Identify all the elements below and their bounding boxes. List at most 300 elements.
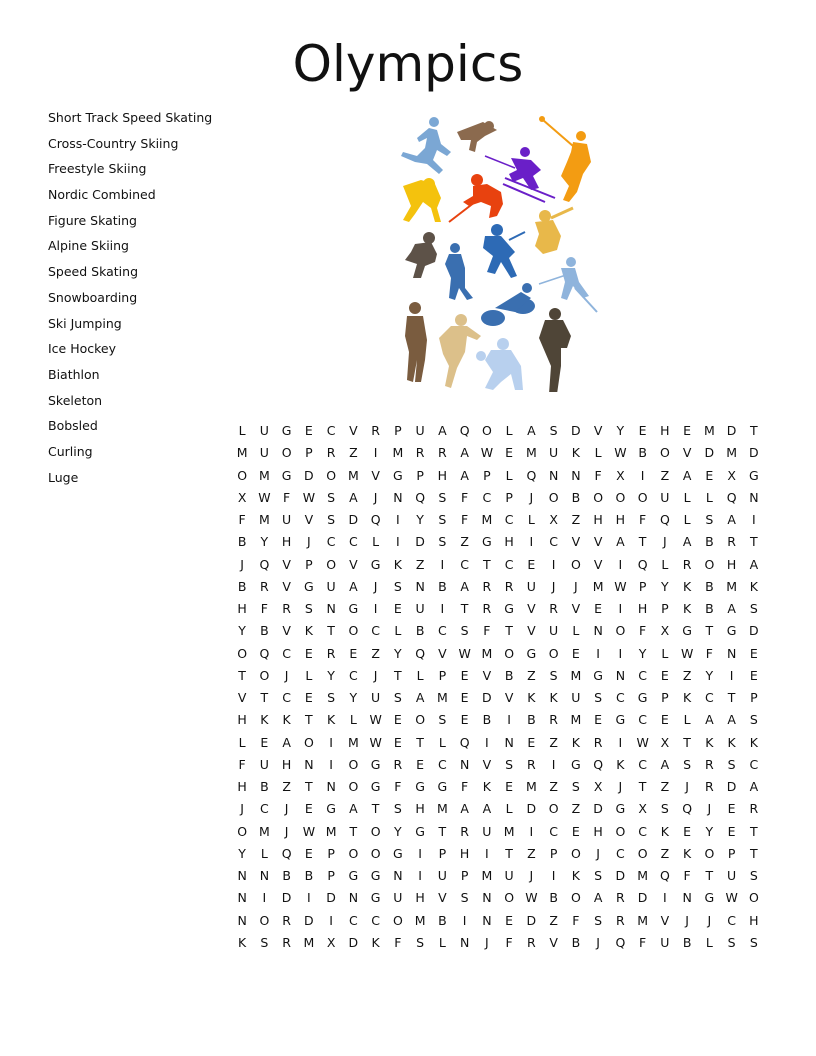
- grid-letter: C: [438, 756, 447, 772]
- word-list-item: Snowboarding: [48, 289, 138, 305]
- grid-letter: Q: [259, 556, 270, 572]
- grid-letter: R: [616, 890, 625, 906]
- grid-letter: U: [660, 489, 670, 505]
- grid-letter: K: [616, 756, 625, 772]
- grid-letter: P: [438, 845, 447, 861]
- grid-letter: J: [485, 934, 489, 950]
- grid-letter: Y: [661, 578, 669, 594]
- grid-letter: M: [481, 645, 493, 661]
- grid-letter: S: [438, 512, 447, 527]
- grid-letter: O: [704, 845, 715, 861]
- word-list-item: Short Track Speed Skating: [48, 110, 213, 125]
- grid-letter: R: [282, 601, 291, 616]
- grid-letter: N: [482, 912, 492, 928]
- grid-letter: H: [237, 712, 247, 728]
- grid-letter: A: [727, 712, 736, 728]
- grid-letter: H: [593, 512, 603, 527]
- grid-letter: D: [615, 868, 626, 883]
- word-list-item: Ice Hockey: [48, 341, 117, 357]
- grid-letter: E: [304, 645, 313, 661]
- grid-letter: Z: [549, 779, 558, 794]
- grid-letter: I: [752, 512, 756, 527]
- grid-letter: C: [504, 556, 514, 572]
- grid-letter: T: [750, 823, 758, 839]
- grid-letter: B: [638, 445, 647, 461]
- grid-letter: A: [727, 512, 736, 527]
- grid-letter: L: [438, 734, 446, 750]
- grid-letter: M: [525, 779, 537, 794]
- grid-letter: L: [505, 467, 513, 483]
- grid-letter: H: [459, 845, 470, 861]
- grid-letter: K: [571, 734, 580, 750]
- grid-letter: J: [596, 934, 600, 950]
- grid-letter: N: [326, 779, 336, 794]
- grid-letter: E: [304, 690, 313, 705]
- grid-letter: G: [749, 467, 759, 483]
- grid-letter: J: [685, 912, 689, 928]
- grid-letter: R: [705, 756, 714, 772]
- grid-letter: C: [504, 512, 514, 527]
- grid-letter: O: [548, 489, 559, 505]
- grid-letter: Y: [416, 512, 424, 527]
- grid-letter: R: [260, 578, 269, 594]
- grid-letter: V: [527, 601, 536, 616]
- grid-letter: Q: [281, 845, 292, 861]
- grid-letter: S: [549, 667, 558, 683]
- grid-letter: Z: [571, 512, 581, 527]
- grid-letter: G: [526, 645, 537, 661]
- grid-letter: R: [438, 445, 447, 461]
- grid-letter: B: [415, 623, 425, 639]
- grid-letter: V: [593, 534, 603, 550]
- grid-letter: T: [750, 845, 758, 861]
- grid-letter: L: [305, 667, 313, 683]
- grid-letter: W: [369, 712, 382, 728]
- grid-letter: F: [639, 512, 647, 527]
- grid-letter: E: [660, 667, 669, 683]
- grid-letter: G: [370, 556, 381, 572]
- grid-letter: Z: [282, 779, 291, 794]
- grid-letter: G: [704, 890, 715, 906]
- grid-letter: D: [526, 912, 537, 928]
- grid-letter: C: [371, 623, 380, 639]
- grid-letter: H: [726, 556, 737, 572]
- grid-letter: V: [482, 756, 492, 772]
- grid-letter: T: [683, 734, 691, 750]
- grid-letter: E: [683, 823, 692, 839]
- grid-letter: E: [393, 712, 402, 728]
- grid-letter: M: [414, 912, 426, 928]
- grid-letter: N: [726, 645, 737, 661]
- grid-letter: G: [348, 601, 359, 616]
- grid-letter: K: [549, 690, 558, 705]
- grid-letter: Q: [593, 756, 604, 772]
- grid-letter: V: [438, 645, 447, 661]
- grid-letter: I: [462, 912, 467, 928]
- grid-letter: U: [727, 868, 737, 883]
- grid-letter: Y: [238, 623, 246, 639]
- grid-letter: H: [749, 912, 759, 928]
- grid-letter: I: [418, 845, 422, 861]
- grid-letter: D: [704, 445, 715, 461]
- grid-letter: O: [548, 645, 559, 661]
- grid-letter: B: [705, 534, 714, 550]
- grid-letter: M: [726, 578, 738, 594]
- grid-letter: A: [660, 756, 670, 772]
- grid-letter: R: [593, 734, 603, 750]
- word-list-item: Luge: [48, 469, 79, 485]
- grid-letter: J: [574, 578, 578, 594]
- grid-letter: P: [327, 868, 335, 883]
- grid-letter: D: [482, 690, 492, 705]
- grid-letter: Q: [370, 512, 381, 527]
- grid-letter: J: [596, 845, 600, 861]
- grid-letter: A: [438, 423, 447, 438]
- grid-letter: S: [660, 801, 669, 817]
- grid-letter: P: [438, 667, 447, 683]
- grid-letter: O: [348, 756, 359, 772]
- word-list-item: Ski Jumping: [48, 315, 122, 331]
- grid-letter: Z: [371, 645, 380, 661]
- grid-letter: O: [481, 423, 492, 438]
- grid-letter: B: [705, 578, 714, 594]
- grid-letter: C: [638, 667, 647, 683]
- grid-letter: S: [594, 690, 603, 705]
- grid-letter: G: [393, 467, 403, 483]
- grid-letter: E: [393, 601, 402, 616]
- grid-letter: J: [663, 534, 667, 550]
- grid-letter: M: [436, 690, 448, 705]
- grid-letter: N: [237, 890, 247, 906]
- grid-letter: W: [258, 489, 271, 505]
- grid-letter: P: [750, 690, 758, 705]
- grid-letter: Y: [260, 534, 269, 550]
- grid-letter: L: [527, 512, 535, 527]
- grid-letter: B: [482, 712, 492, 728]
- runner-figure-icon: [401, 117, 451, 174]
- grid-letter: D: [637, 890, 648, 906]
- grid-letter: K: [660, 823, 669, 839]
- hammer-thrower-figure-icon: [539, 116, 591, 202]
- grid-letter: V: [282, 623, 291, 639]
- grid-letter: I: [262, 890, 267, 906]
- grid-letter: F: [683, 868, 691, 883]
- grid-letter: A: [682, 467, 692, 483]
- grid-letter: X: [660, 734, 670, 750]
- grid-letter: D: [304, 467, 314, 483]
- grid-letter: T: [505, 623, 513, 639]
- grid-letter: I: [618, 734, 623, 750]
- grid-letter: O: [348, 623, 359, 639]
- grid-letter: Y: [394, 645, 402, 661]
- grid-letter: R: [371, 423, 380, 438]
- grid-letter: Q: [415, 489, 426, 505]
- grid-letter: V: [237, 690, 247, 705]
- cross-country-skier-figure-icon: [539, 257, 597, 312]
- grid-letter: E: [683, 423, 692, 438]
- grid-letter: A: [682, 534, 692, 550]
- grid-letter: G: [326, 801, 336, 817]
- grid-letter: U: [326, 578, 336, 594]
- grid-letter: L: [683, 489, 691, 505]
- grid-letter: S: [438, 534, 447, 550]
- grid-letter: B: [438, 578, 447, 594]
- grid-letter: I: [440, 601, 445, 616]
- grid-letter: E: [705, 467, 714, 483]
- grid-letter: X: [727, 467, 736, 483]
- grid-letter: T: [638, 779, 647, 794]
- grid-letter: U: [526, 578, 536, 594]
- grid-letter: I: [551, 868, 556, 883]
- grid-letter: L: [260, 845, 268, 861]
- grid-letter: K: [705, 734, 714, 750]
- grid-letter: I: [329, 912, 333, 928]
- grid-letter: O: [593, 489, 604, 505]
- grid-letter: H: [593, 823, 603, 839]
- grid-letter: K: [749, 734, 758, 750]
- grid-letter: S: [304, 601, 313, 616]
- grid-letter: A: [727, 601, 736, 616]
- grid-letter: N: [682, 890, 692, 906]
- grid-letter: M: [592, 578, 604, 594]
- grid-letter: E: [749, 667, 758, 683]
- grid-letter: P: [727, 845, 736, 861]
- grid-letter: S: [705, 512, 714, 527]
- grid-letter: B: [527, 712, 536, 728]
- grid-letter: P: [416, 467, 424, 483]
- grid-letter: G: [348, 868, 359, 883]
- grid-letter: T: [238, 667, 246, 683]
- grid-letter: R: [504, 578, 514, 594]
- grid-letter: A: [460, 467, 469, 483]
- grid-letter: B: [260, 623, 269, 639]
- grid-letter: J: [240, 801, 244, 817]
- grid-letter: N: [482, 890, 492, 906]
- grid-letter: M: [481, 868, 493, 883]
- grid-letter: U: [504, 868, 514, 883]
- grid-letter: O: [348, 779, 359, 794]
- grid-letter: C: [438, 623, 447, 639]
- grid-letter: U: [482, 823, 492, 839]
- grid-letter: K: [683, 845, 692, 861]
- grid-letter: K: [727, 734, 736, 750]
- grid-letter: H: [504, 534, 514, 550]
- grid-letter: K: [683, 601, 692, 616]
- grid-letter: M: [703, 423, 715, 438]
- grid-letter: D: [326, 890, 336, 906]
- grid-letter: V: [571, 534, 581, 550]
- grid-letter: T: [750, 423, 758, 438]
- grid-letter: I: [551, 556, 556, 572]
- grid-letter: M: [503, 823, 515, 839]
- grid-letter: T: [705, 623, 714, 639]
- grid-letter: W: [525, 890, 538, 906]
- grid-letter: V: [593, 423, 603, 438]
- grid-letter: G: [393, 845, 403, 861]
- grid-letter: D: [593, 801, 603, 817]
- catcher-figure-icon: [476, 338, 523, 390]
- grid-letter: K: [260, 712, 269, 728]
- grid-letter: M: [637, 868, 649, 883]
- grid-letter: A: [349, 489, 358, 505]
- grid-letter: C: [460, 556, 469, 572]
- grid-letter: P: [483, 467, 491, 483]
- grid-letter: K: [527, 690, 536, 705]
- grid-letter: R: [682, 556, 692, 572]
- grid-letter: F: [572, 912, 580, 928]
- grid-letter: X: [237, 489, 247, 505]
- grid-letter: V: [593, 556, 603, 572]
- grid-letter: Z: [660, 779, 670, 794]
- grid-letter: C: [260, 801, 269, 817]
- grid-letter: I: [618, 645, 623, 661]
- grid-letter: T: [371, 801, 380, 817]
- grid-letter: Q: [659, 868, 670, 883]
- grid-letter: S: [549, 423, 558, 438]
- grid-letter: J: [551, 578, 556, 594]
- grid-letter: G: [615, 712, 626, 728]
- grid-letter: S: [327, 489, 336, 505]
- grid-letter: E: [505, 912, 514, 928]
- grid-letter: A: [593, 890, 603, 906]
- grid-letter: R: [282, 934, 291, 950]
- grid-letter: R: [749, 801, 759, 817]
- runner-figure-icon: [439, 314, 481, 388]
- grid-letter: I: [529, 534, 534, 550]
- grid-letter: Z: [415, 556, 425, 572]
- grid-letter: P: [394, 423, 402, 438]
- grid-letter: P: [460, 868, 469, 883]
- grid-letter: I: [640, 467, 645, 483]
- grid-letter: N: [749, 489, 759, 505]
- grid-letter: N: [348, 890, 359, 906]
- grid-letter: O: [704, 556, 715, 572]
- grid-letter: A: [705, 712, 714, 728]
- grid-letter: H: [637, 601, 648, 616]
- grid-letter: K: [482, 779, 491, 794]
- grid-letter: T: [416, 734, 424, 750]
- grid-letter: W: [480, 445, 494, 461]
- grid-letter: R: [527, 934, 536, 950]
- grid-letter: G: [637, 690, 648, 705]
- word-list-item: Bobsled: [48, 418, 98, 434]
- grid-letter: E: [571, 823, 580, 839]
- grid-letter: C: [616, 845, 625, 861]
- grid-letter: V: [371, 467, 380, 483]
- grid-letter: O: [281, 445, 292, 461]
- grid-letter: U: [415, 423, 425, 438]
- grid-letter: C: [549, 823, 558, 839]
- grid-letter: M: [258, 467, 270, 483]
- grid-letter: F: [461, 512, 469, 527]
- grid-letter: T: [327, 623, 335, 639]
- grid-letter: R: [326, 645, 336, 661]
- grid-letter: C: [638, 756, 647, 772]
- grid-letter: M: [258, 823, 270, 839]
- grid-letter: V: [682, 445, 692, 461]
- grid-letter: O: [615, 823, 626, 839]
- grid-letter: M: [236, 445, 248, 461]
- grid-letter: S: [327, 512, 336, 527]
- grid-letter: I: [396, 534, 400, 550]
- grid-letter: W: [302, 823, 316, 839]
- grid-letter: N: [415, 578, 425, 594]
- grid-letter: G: [370, 779, 381, 794]
- grid-letter: O: [570, 845, 581, 861]
- grid-letter: J: [618, 779, 623, 794]
- grid-letter: T: [705, 868, 714, 883]
- grid-letter: O: [637, 845, 648, 861]
- grid-letter: M: [303, 934, 315, 950]
- grid-letter: G: [370, 890, 381, 906]
- grid-letter: Z: [527, 667, 536, 683]
- grid-letter: N: [504, 734, 514, 750]
- grid-letter: X: [660, 623, 670, 639]
- grid-letter: G: [281, 423, 292, 438]
- grid-letter: N: [548, 467, 559, 483]
- grid-letter: F: [461, 779, 469, 794]
- grid-letter: T: [460, 601, 469, 616]
- grid-letter: V: [438, 890, 447, 906]
- grid-letter: I: [373, 445, 378, 461]
- grid-letter: Q: [637, 556, 648, 572]
- grid-letter: B: [260, 779, 269, 794]
- grid-letter: O: [237, 467, 248, 483]
- batsman-figure-icon: [535, 208, 573, 254]
- grid-letter: B: [304, 868, 314, 883]
- grid-letter: O: [615, 489, 626, 505]
- grid-letter: O: [659, 445, 670, 461]
- grid-letter: C: [727, 912, 736, 928]
- grid-letter: G: [370, 756, 381, 772]
- grid-letter: K: [571, 868, 580, 883]
- grid-letter: G: [593, 667, 603, 683]
- grid-letter: S: [749, 934, 758, 950]
- grid-letter: A: [749, 556, 759, 572]
- grid-letter: S: [749, 712, 758, 728]
- grid-letter: M: [325, 823, 337, 839]
- grid-letter: L: [683, 712, 691, 728]
- grid-letter: T: [438, 823, 447, 839]
- grid-letter: A: [460, 445, 469, 461]
- grid-letter: R: [482, 578, 492, 594]
- grid-letter: I: [551, 756, 556, 772]
- grid-letter: H: [415, 890, 425, 906]
- grid-letter: A: [527, 423, 536, 438]
- grid-letter: I: [618, 601, 623, 616]
- grid-letter: E: [304, 845, 313, 861]
- grid-letter: Y: [705, 823, 714, 839]
- grid-letter: Y: [238, 845, 246, 861]
- grid-letter: S: [594, 912, 603, 928]
- grid-letter: O: [259, 912, 270, 928]
- grid-letter: V: [349, 423, 358, 438]
- grid-letter: C: [638, 823, 647, 839]
- grid-letter: Z: [571, 801, 581, 817]
- grid-letter: L: [572, 623, 580, 639]
- grid-letter: F: [639, 934, 647, 950]
- grid-letter: U: [259, 756, 269, 772]
- grid-letter: O: [326, 556, 337, 572]
- grid-letter: D: [726, 779, 737, 794]
- grid-letter: S: [749, 868, 758, 883]
- grid-letter: O: [237, 823, 248, 839]
- grid-letter: J: [284, 823, 289, 839]
- grid-letter: S: [460, 890, 469, 906]
- grid-letter: W: [614, 578, 627, 594]
- grid-letter: H: [281, 756, 292, 772]
- grid-letter: C: [349, 912, 358, 928]
